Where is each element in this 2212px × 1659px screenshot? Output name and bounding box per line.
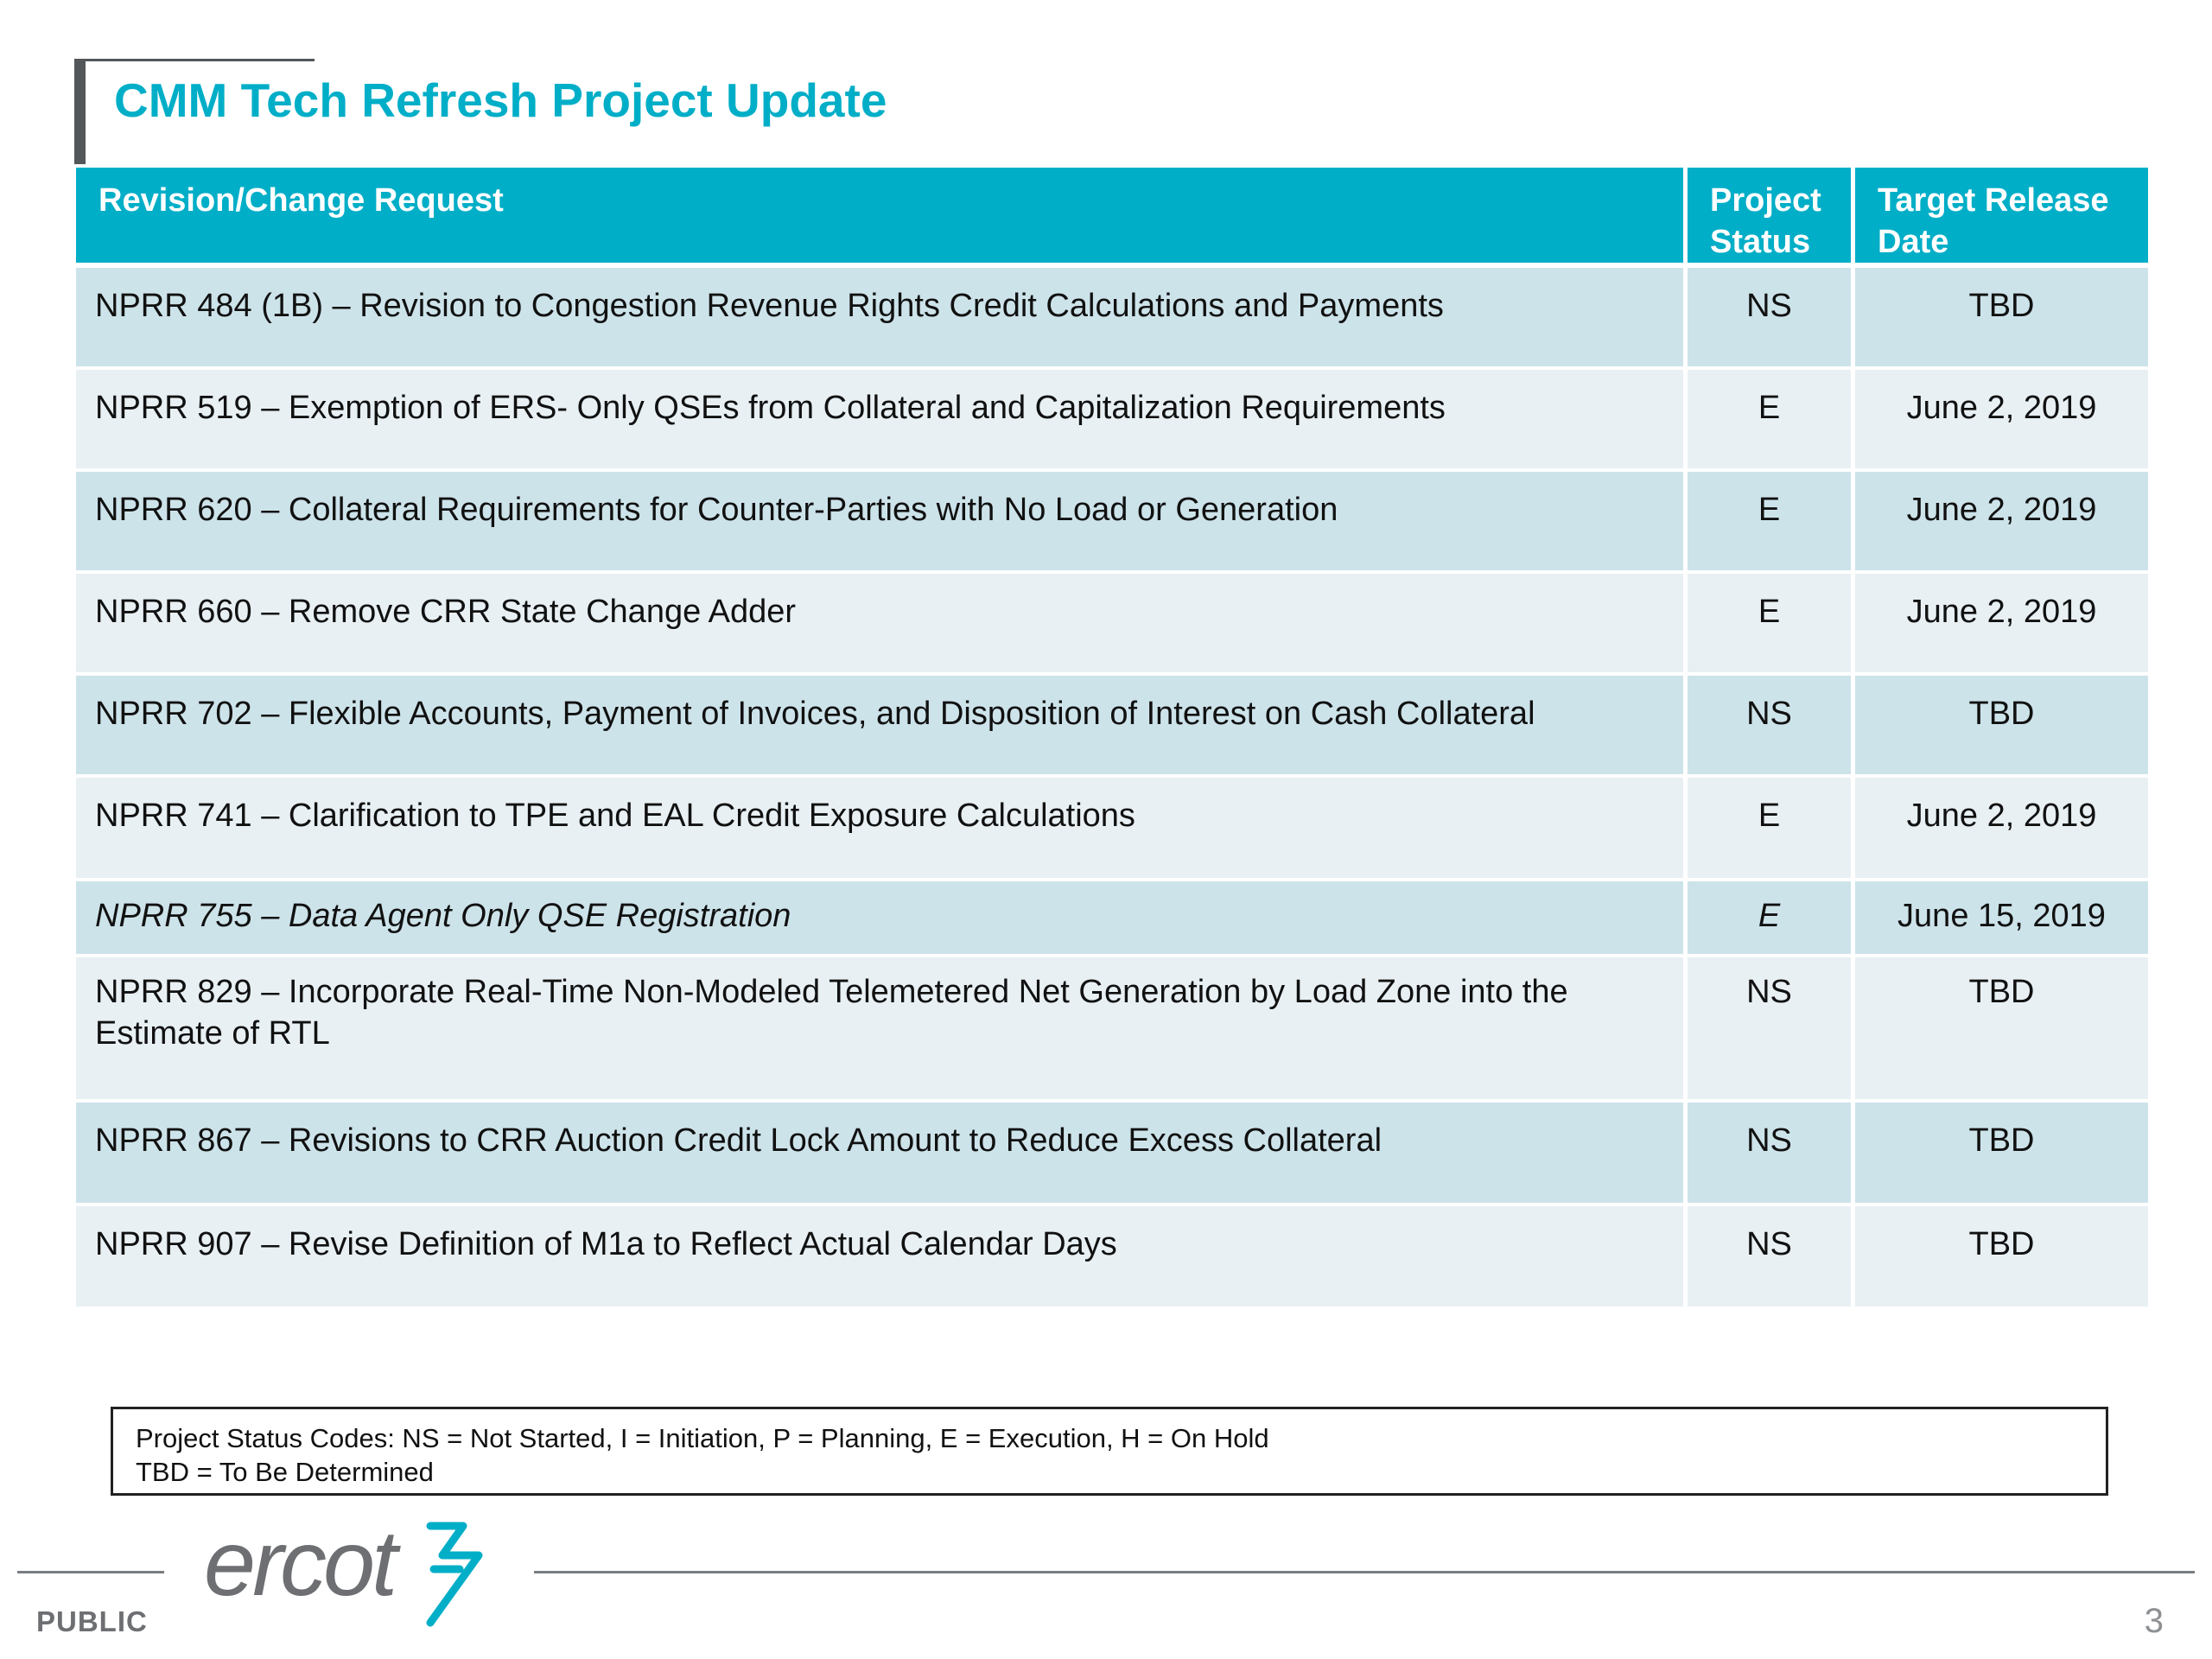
lightning-bolt-icon (430, 1526, 479, 1623)
footer-rule-left (17, 1571, 164, 1573)
table-row (76, 1206, 2148, 1310)
table-row (76, 778, 2148, 881)
request-cell: NPRR 755 – Data Agent Only QSE Registration (76, 881, 1683, 957)
request-cell: NPRR 620 – Collateral Requirements for Counter-Parties with No Load or Generation (76, 472, 1683, 574)
release-cell: June 15, 2019 (1851, 881, 2148, 957)
status-code-legend (111, 1407, 2108, 1496)
classification-label: PUBLIC (36, 1605, 148, 1637)
request-cell: NPRR 702 – Flexible Accounts, Payment of Invoices, and Disposition of Interest on Cash Collateral (76, 676, 1683, 778)
status-cell: NS (1683, 676, 1851, 778)
table-row (76, 676, 2148, 778)
ercot-wordmark: ercot (204, 1516, 395, 1615)
request-cell: NPRR 867 – Revisions to CRR Auction Credit Lock Amount to Reduce Excess Collateral (76, 1103, 1683, 1206)
legend-status-codes: Project Status Codes: NS = Not Started, I = Initiation, P = Planning, E = Execution, H = On Hold (136, 1423, 1269, 1453)
release-cell: June 2, 2019 (1851, 778, 2148, 881)
status-cell: E (1683, 472, 1851, 574)
legend-tbd: TBD = To Be Determined (136, 1457, 434, 1487)
table-row (76, 881, 2148, 957)
request-cell: NPRR 907 – Revise Definition of M1a to Reflect Actual Calendar Days (76, 1206, 1683, 1310)
title-accent-rule (74, 59, 315, 61)
request-cell: NPRR 741 – Clarification to TPE and EAL Credit Exposure Calculations (76, 778, 1683, 881)
request-cell: NPRR 829 – Incorporate Real-Time Non-Modeled Telemetered Net Generation by Load Zone into the Estimate of RTL (76, 957, 1683, 1103)
table-row (76, 1103, 2148, 1206)
request-cell: NPRR 484 (1B) – Revision to Congestion Revenue Rights Credit Calculations and Payments (76, 268, 1683, 370)
release-cell: June 2, 2019 (1851, 472, 2148, 574)
table-row (76, 957, 2148, 1103)
status-cell: NS (1683, 268, 1851, 370)
title-accent-bar (74, 59, 86, 164)
status-cell: E (1683, 881, 1851, 957)
request-cell: NPRR 660 – Remove CRR State Change Adder (76, 574, 1683, 676)
page-number: 3 (2144, 1602, 2164, 1640)
status-cell: NS (1683, 957, 1851, 1103)
table-row (76, 268, 2148, 370)
table-row (76, 574, 2148, 676)
header-request: Revision/Change Request (76, 168, 1683, 268)
table-header-row (76, 168, 2148, 268)
request-cell: NPRR 519 – Exemption of ERS- Only QSEs from Collateral and Capitalization Requirements (76, 370, 1683, 472)
header-status: Project Status (1683, 168, 1851, 268)
release-cell: June 2, 2019 (1851, 574, 2148, 676)
footer-rule-right (534, 1571, 2195, 1573)
page-title: CMM Tech Refresh Project Update (114, 73, 887, 127)
release-cell: TBD (1851, 676, 2148, 778)
ercot-logo (204, 1516, 498, 1628)
release-cell: TBD (1851, 1103, 2148, 1206)
release-cell: TBD (1851, 268, 2148, 370)
status-cell: E (1683, 370, 1851, 472)
table-row (76, 472, 2148, 574)
table-row (76, 370, 2148, 472)
release-cell: TBD (1851, 1206, 2148, 1310)
status-cell: E (1683, 778, 1851, 881)
change-request-table (76, 168, 2148, 1310)
status-cell: E (1683, 574, 1851, 676)
release-cell: TBD (1851, 957, 2148, 1103)
status-cell: NS (1683, 1206, 1851, 1310)
header-release: Target Release Date (1851, 168, 2148, 268)
status-cell: NS (1683, 1103, 1851, 1206)
release-cell: June 2, 2019 (1851, 370, 2148, 472)
